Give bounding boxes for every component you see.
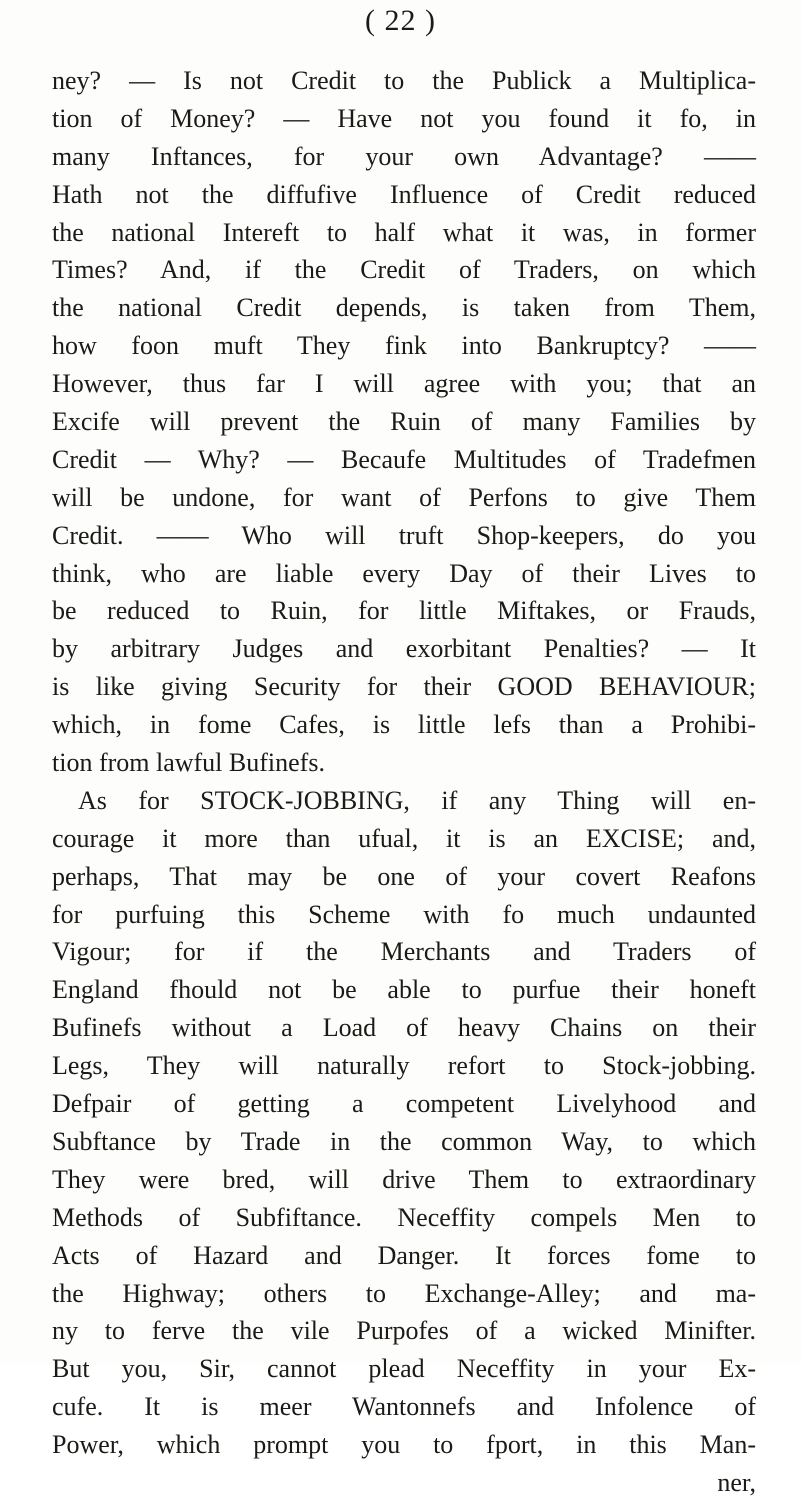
- text-line: Power, which prompt you to fport, in this Man-: [52, 1430, 756, 1460]
- text-line: many Inftances, for your own Advantage? ——: [52, 141, 756, 171]
- text-line: But you, Sir, cannot plead Neceffity in your Ex-: [52, 1354, 756, 1384]
- text-line: perhaps, That may be one of your covert Reafons: [52, 861, 756, 891]
- text-line: Bufinefs without a Load of heavy Chains on their: [52, 1013, 756, 1043]
- text-line: cufe. It is meer Wantonnefs and Infolence of: [52, 1392, 756, 1422]
- text-line: by arbitrary Judges and exorbitant Penalties? — It: [52, 634, 756, 664]
- text-line: ney? — Is not Credit to the Publick a Multiplica-: [52, 66, 756, 95]
- text-line: As for STOCK-JOBBING, if any Thing will en-: [78, 785, 756, 815]
- text-line: which, in fome Cafes, is little lefs than a Prohibi-: [52, 710, 756, 740]
- text-line: courage it more than ufual, it is an EXCISE; and,: [52, 823, 756, 853]
- text-line: Hath not the diffufive Influence of Credit reduced: [52, 179, 756, 209]
- text-line: Methods of Subfiftance. Neceffity compels Men to: [52, 1202, 756, 1232]
- text-line: Vigour; for if the Merchants and Traders of: [52, 937, 756, 967]
- page-number: ( 22 ): [365, 4, 436, 37]
- text-line: tion from lawful Bufinefs.: [52, 748, 325, 778]
- text-line: Defpair of getting a competent Livelyhood and: [52, 1089, 756, 1119]
- text-line: for purfuing this Scheme with fo much undaunted: [52, 899, 756, 929]
- text-line: However, thus far I will agree with you; that an: [52, 369, 756, 399]
- text-line: how foon muft They fink into Bankruptcy? ——: [52, 331, 756, 361]
- text-line: think, who are liable every Day of their Lives to: [52, 558, 756, 588]
- text-line: is like giving Security for their GOOD BEHAVIOUR;: [52, 672, 756, 702]
- text-line: will be undone, for want of Perfons to give Them: [52, 482, 756, 512]
- text-line: Times? And, if the Credit of Traders, on which: [52, 255, 756, 285]
- text-line: They were bred, will drive Them to extraordinary: [52, 1164, 756, 1194]
- text-line: Excife will prevent the Ruin of many Families by: [52, 407, 756, 437]
- body-text: [52, 62, 756, 1502]
- text-line: be reduced to Ruin, for little Miftakes, or Frauds,: [52, 596, 756, 626]
- text-line: the national Credit depends, is taken from Them,: [52, 293, 756, 323]
- catchword: ner,: [717, 1467, 756, 1497]
- text-line: the Highway; others to Exchange-Alley; and ma-: [52, 1278, 756, 1308]
- text-line: Acts of Hazard and Danger. It forces fome to: [52, 1240, 756, 1270]
- text-line: England fhould not be able to purfue their honeft: [52, 975, 756, 1005]
- text-line: the national Intereft to half what it was, in former: [52, 217, 756, 247]
- text-line: tion of Money? — Have not you found it fo, in: [52, 103, 756, 133]
- text-line: Credit. —— Who will truft Shop-keepers, do you: [52, 520, 756, 550]
- text-line: ny to ferve the vile Purpofes of a wicked Minifter.: [52, 1316, 756, 1346]
- text-line: Credit — Why? — Becaufe Multitudes of Tradefmen: [52, 444, 756, 474]
- text-line: Subftance by Trade in the common Way, to which: [52, 1126, 756, 1156]
- text-line: Legs, They will naturally refort to Stock-jobbing.: [52, 1051, 756, 1081]
